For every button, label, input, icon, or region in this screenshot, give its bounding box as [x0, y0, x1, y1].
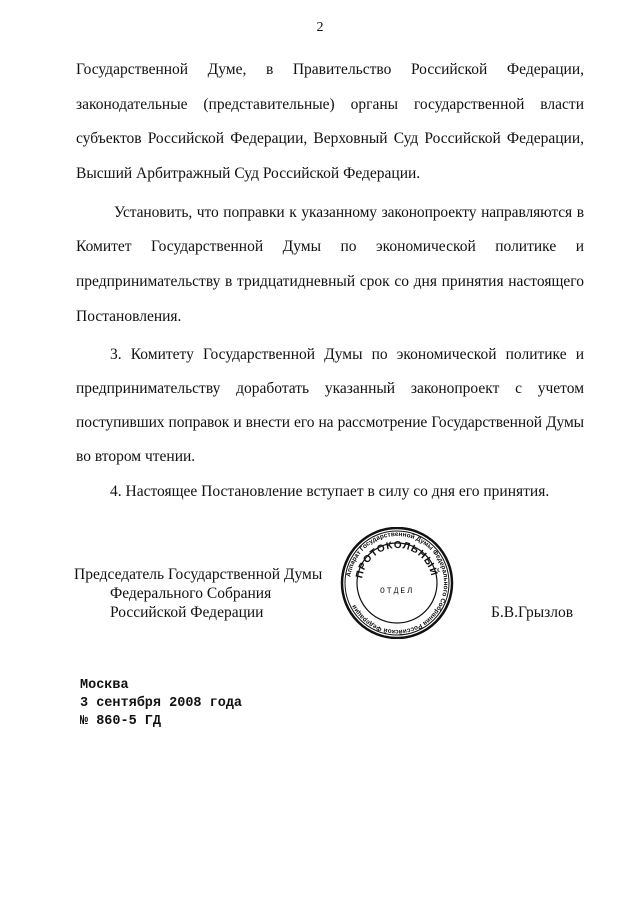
text-line: поступивших поправок и внести его на рассмотрение Государственной Думы — [76, 414, 584, 431]
text-line: 4. Настоящее Постановление вступает в силу со дня его принятия. — [110, 483, 550, 500]
footer-date: 3 сентября 2008 года — [80, 696, 243, 711]
text-line: Высший Арбитражный Суд Российской Федерации. — [76, 165, 421, 182]
text-line: 3. Комитету Государственной Думы по экономической политике и — [110, 346, 584, 363]
signature-title-line: Председатель Государственной Думы — [74, 566, 323, 583]
text-line: Государственной Думе, в Правительство Российской Федерации, — [76, 61, 584, 78]
text-line: Комитет Государственной Думы по экономической политике и — [76, 238, 584, 255]
text-line: Установить, что поправки к указанному законопроекту направляются в — [114, 204, 584, 221]
footer-number: № 860-5 ГД — [80, 714, 162, 729]
text-line: законодательные (представительные) органы государственной власти — [76, 96, 584, 113]
stamp-inner-text: ПРОТОКОЛЬНЫЙ — [354, 539, 440, 580]
text-line: субъектов Российской Федерации, Верховный Суд Российской Федерации, — [76, 130, 584, 147]
footer-city: Москва — [80, 678, 129, 693]
stamp-outer-text: Аппарат Государственной Думы Федерального Собрания Российской Федерации — [345, 530, 450, 636]
text-line: Постановления. — [76, 308, 182, 325]
signature-title-line: Российской Федерации — [110, 604, 264, 621]
text-line: предпринимательству доработать указанный законопроект с учетом — [76, 380, 584, 397]
signature-title-line: Федерального Собрания — [110, 585, 272, 602]
text-line: во втором чтении. — [76, 448, 196, 465]
signatory-name: Б.В.Грызлов — [491, 604, 574, 621]
page-number: 2 — [316, 20, 324, 35]
text-line: предпринимательству в тридцатидневный срок со дня принятия настоящего — [76, 273, 584, 290]
stamp-center-text: ОТДЕЛ — [379, 587, 415, 596]
official-stamp — [340, 527, 454, 639]
